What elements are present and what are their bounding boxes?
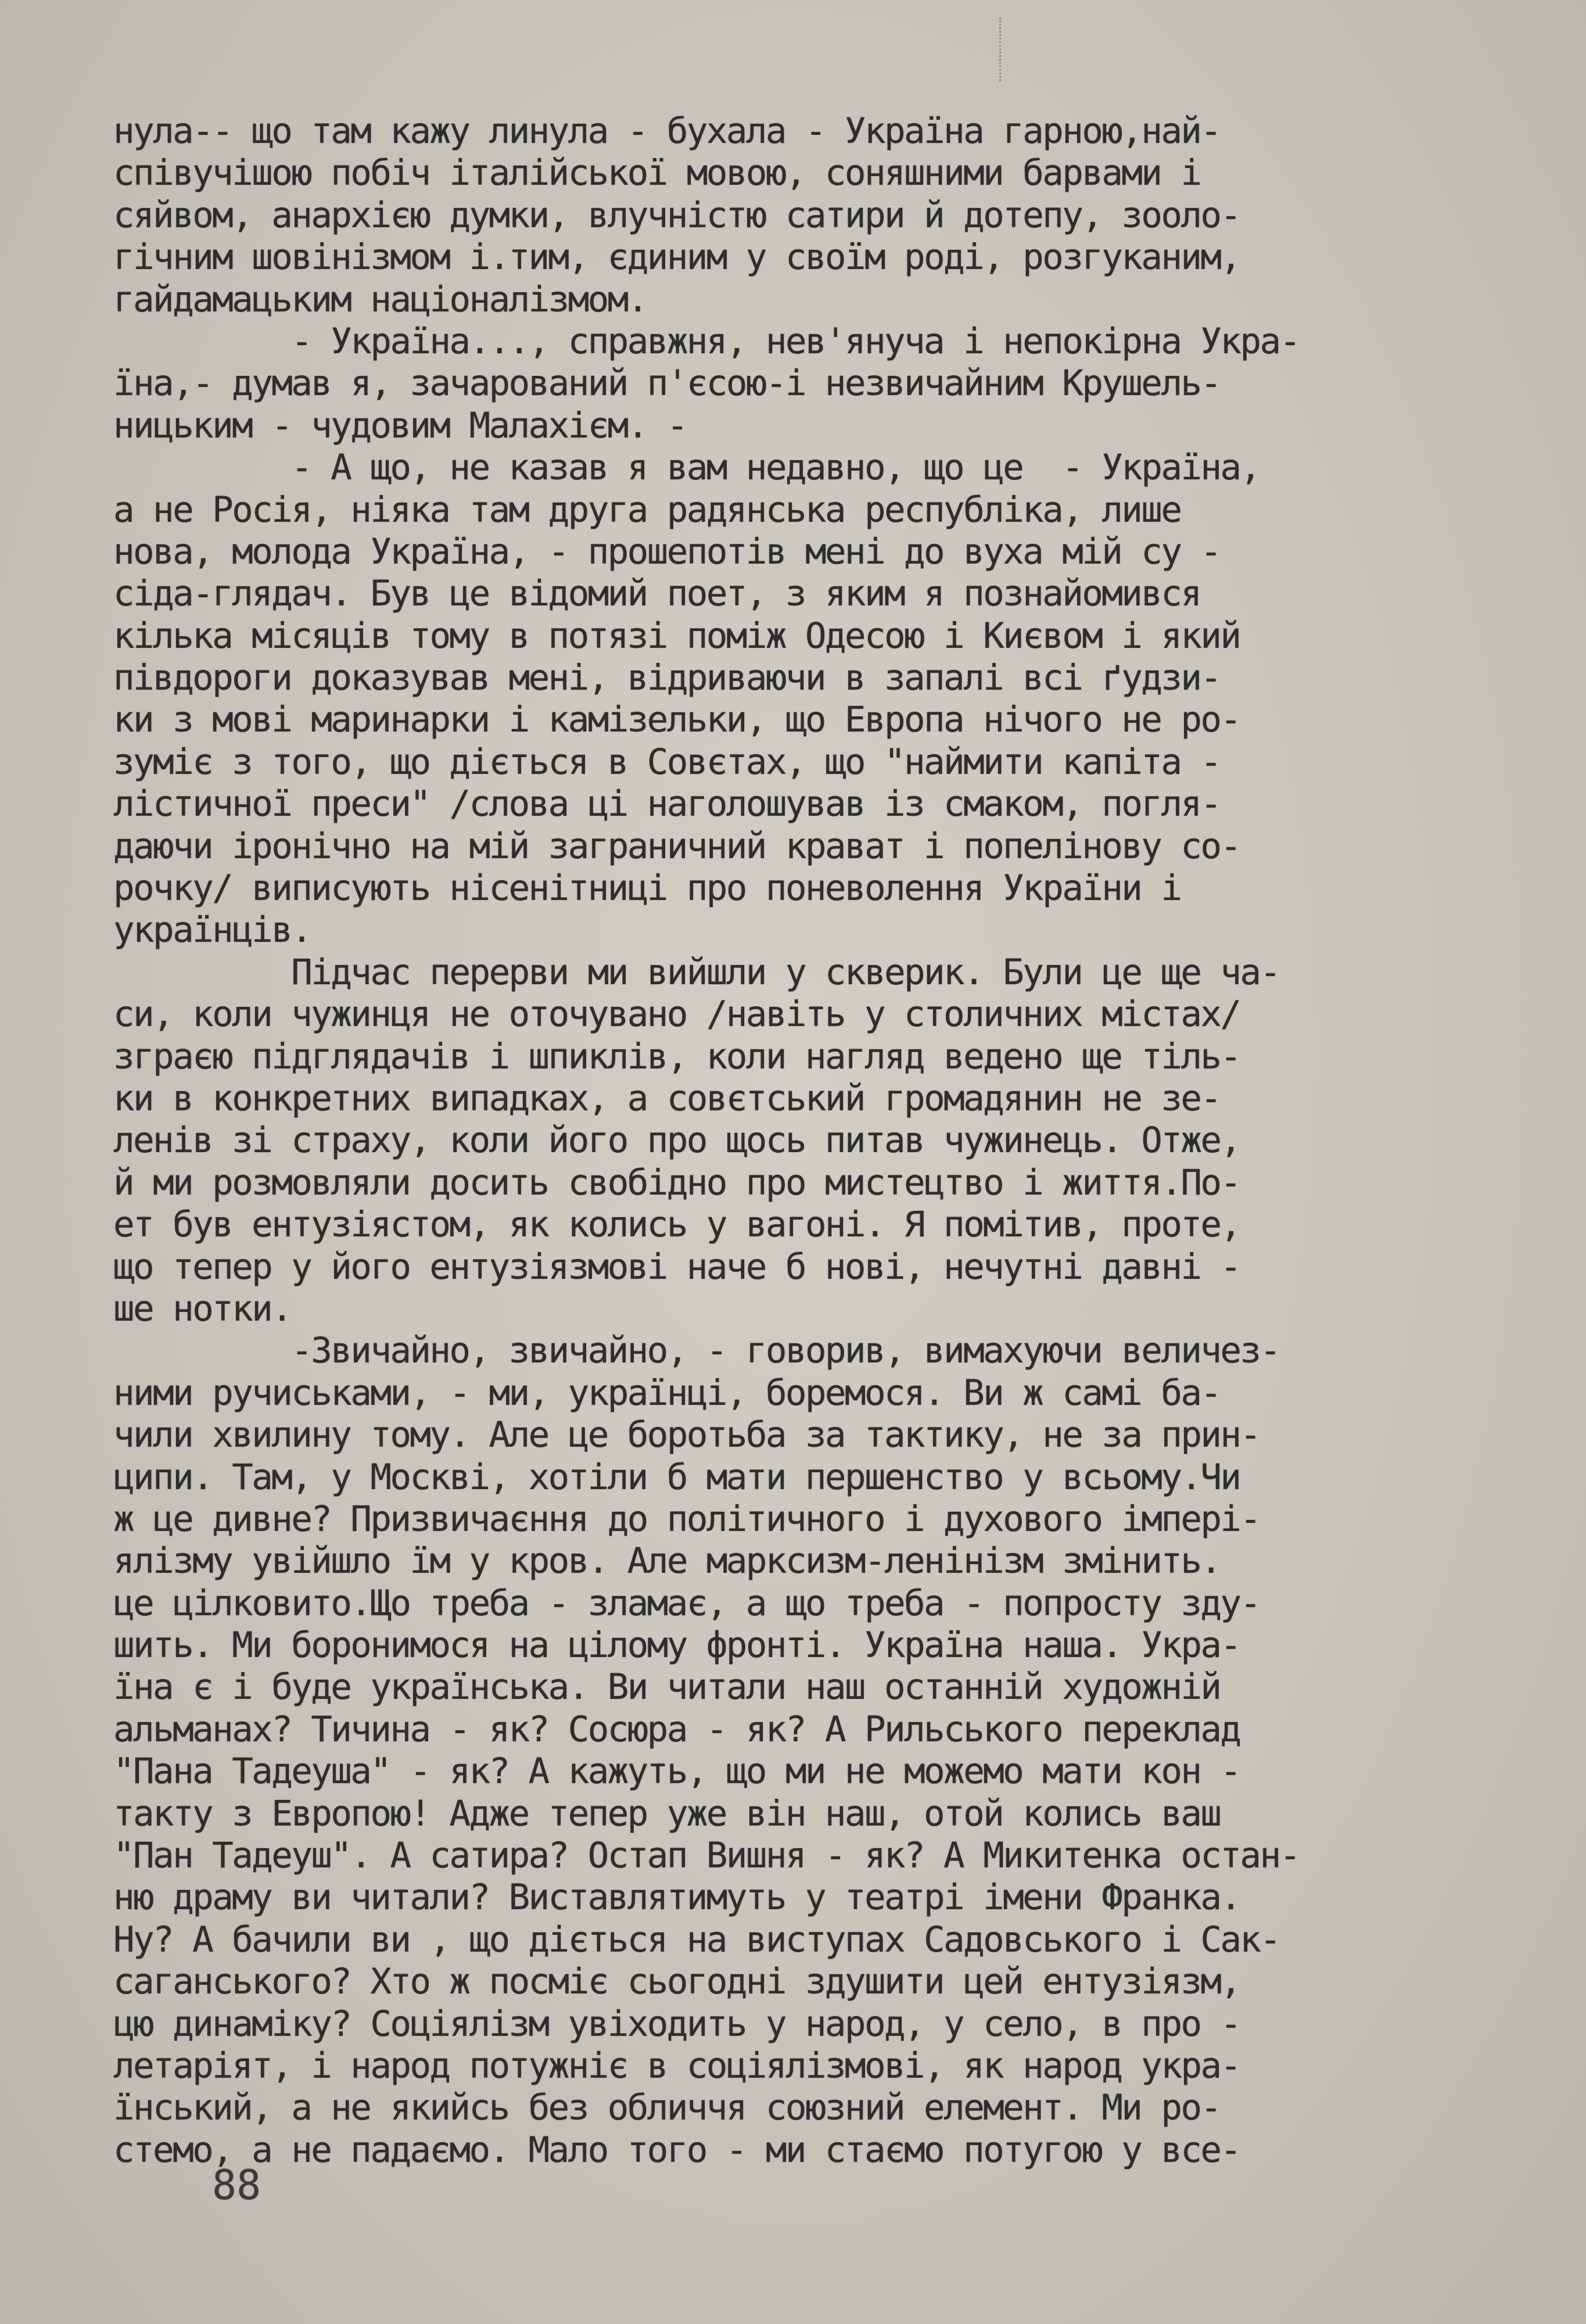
- text-line: ки з мові маринарки і камізельки, що Европа нічого не ро-: [113, 699, 1240, 741]
- text-line: ницьким - чудовим Малахієм. -: [113, 404, 687, 446]
- text-line: ленів зі страху, коли його про щось питав чужинець. Отже,: [113, 1120, 1240, 1161]
- text-line: ялізму увійшло їм у кров. Але марксизм-ленінізм змінить.: [113, 1540, 1221, 1582]
- text-line: "Пан Тадеуш". А сатира? Остап Вишня - як? А Микитенка остан-: [113, 1835, 1300, 1877]
- text-line: їна є і буде українська. Ви читали наш останній художній: [113, 1666, 1221, 1708]
- text-line: чили хвилину тому. Але це боротьба за тактику, не за прин-: [113, 1414, 1260, 1456]
- text-line: гічним шовінізмом і.тим, єдиним у своїм роді, розгуканим,: [113, 236, 1240, 278]
- text-line: гайдамацьким націоналізмом.: [113, 278, 647, 320]
- text-line: ню драму ви читали? Виставлятимуть у театрі імени Франка.: [113, 1877, 1240, 1918]
- text-line: Підчас перерви ми вийшли у скверик. Були це ще ча-: [113, 951, 1280, 993]
- text-line: й ми розмовляли досить свобідно про мистецтво і життя.По-: [113, 1161, 1240, 1203]
- text-line: "Пана Тадеуша" - як? А кажуть, що ми не можемо мати кон -: [113, 1751, 1240, 1792]
- text-line: нова, молода Україна, - прошепотів мені до вуха мій су -: [113, 530, 1221, 572]
- text-line: ки в конкретних випадках, а совєтський громадянин не зе-: [113, 1077, 1221, 1119]
- text-line: це цілковито.Що треба - зламає, а що треба - попросту зду-: [113, 1582, 1260, 1624]
- text-line: шить. Ми боронимося на цілому фронті. Україна наша. Укра-: [113, 1624, 1240, 1666]
- text-line: співучішою побіч італійської мовою, соняшними барвами і: [113, 152, 1201, 194]
- scan-artifact-mark: [999, 17, 1006, 81]
- text-line: кілька місяців тому в потязі поміж Одесою і Києвом і який: [113, 615, 1240, 657]
- text-line: Ну? А бачили ви , що діється на виступах Садовського і Сак-: [113, 1918, 1280, 1960]
- text-line: сіда-глядач. Був це відомий поет, з яким я познайомився: [113, 573, 1201, 615]
- text-line: що тепер у його ентузіязмові наче б нові, нечутні давні -: [113, 1246, 1240, 1287]
- text-line: рочку/ виписують нісенітниці про поневолення України і: [113, 867, 1181, 909]
- text-line: ними ручиськами, - ми, українці, боремося. Ви ж самі ба-: [113, 1372, 1221, 1414]
- text-line: цю динаміку? Соціялізм увіходить у народ, у село, в про -: [113, 2003, 1240, 2045]
- text-line: їнський, а не якийсь без обличчя союзний елемент. Ми ро-: [113, 2087, 1221, 2129]
- text-line: українців.: [113, 909, 311, 951]
- typewritten-text-block: [113, 110, 1525, 2171]
- text-line: сяйвом, анархією думки, влучністю сатири й дотепу, зооло-: [113, 194, 1240, 236]
- text-line: зграєю підглядачів і шпиклів, коли нагляд ведено ще тіль-: [113, 1035, 1240, 1077]
- text-line: їна,- думав я, зачарований п'єсою-і незвичайним Крушель-: [113, 363, 1221, 404]
- text-line: альманах? Тичина - як? Сосюра - як? А Рильського переклад: [113, 1708, 1240, 1750]
- text-line: ж це дивне? Призвичаєння до політичного і духового імпері-: [113, 1498, 1260, 1540]
- text-line: ципи. Там, у Москві, хотіли б мати першенство у всьому.Чи: [113, 1456, 1240, 1498]
- text-line: ет був ентузіястом, як колись у вагоні. Я помітив, проте,: [113, 1204, 1240, 1246]
- text-line: даючи іронічно на мій заграничний крават і попелінову со-: [113, 825, 1240, 867]
- text-line: нула-- що там кажу линула - бухала - Україна гарною,най-: [113, 110, 1221, 152]
- text-line: ше нотки.: [113, 1287, 292, 1329]
- text-line: а не Росія, ніяка там друга радянська республіка, лише: [113, 489, 1181, 530]
- text-line: стемо, а не падаємо. Мало того - ми стаємо потугою у все-: [113, 2129, 1240, 2171]
- text-line: си, коли чужинця не оточувано /навіть у столичних містах/: [113, 994, 1240, 1035]
- text-line: - А що, не казав я вам недавно, що це - Україна,: [113, 447, 1260, 489]
- text-line: такту з Европою! Адже тепер уже він наш, отой колись ваш: [113, 1792, 1221, 1834]
- text-line: летаріят, і народ потужніє в соціялізмові, як народ укра-: [113, 2045, 1240, 2086]
- text-line: -Звичайно, звичайно, - говорив, вимахуючи величез-: [113, 1330, 1280, 1372]
- text-line: зуміє з того, що діється в Совєтах, що "наймити капіта -: [113, 741, 1221, 783]
- text-line: лістичної преси" /слова ці наголошував із смаком, погля-: [113, 783, 1221, 825]
- text-line: - Україна..., справжня, нев'януча і непокірна Укра-: [113, 320, 1300, 362]
- text-line: саганського? Хто ж посміє сьогодні здушити цей ентузіязм,: [113, 1961, 1240, 2003]
- page-number: 88: [212, 2161, 261, 2209]
- text-line: півдороги доказував мені, відриваючи в запалі всі ґудзи-: [113, 657, 1221, 699]
